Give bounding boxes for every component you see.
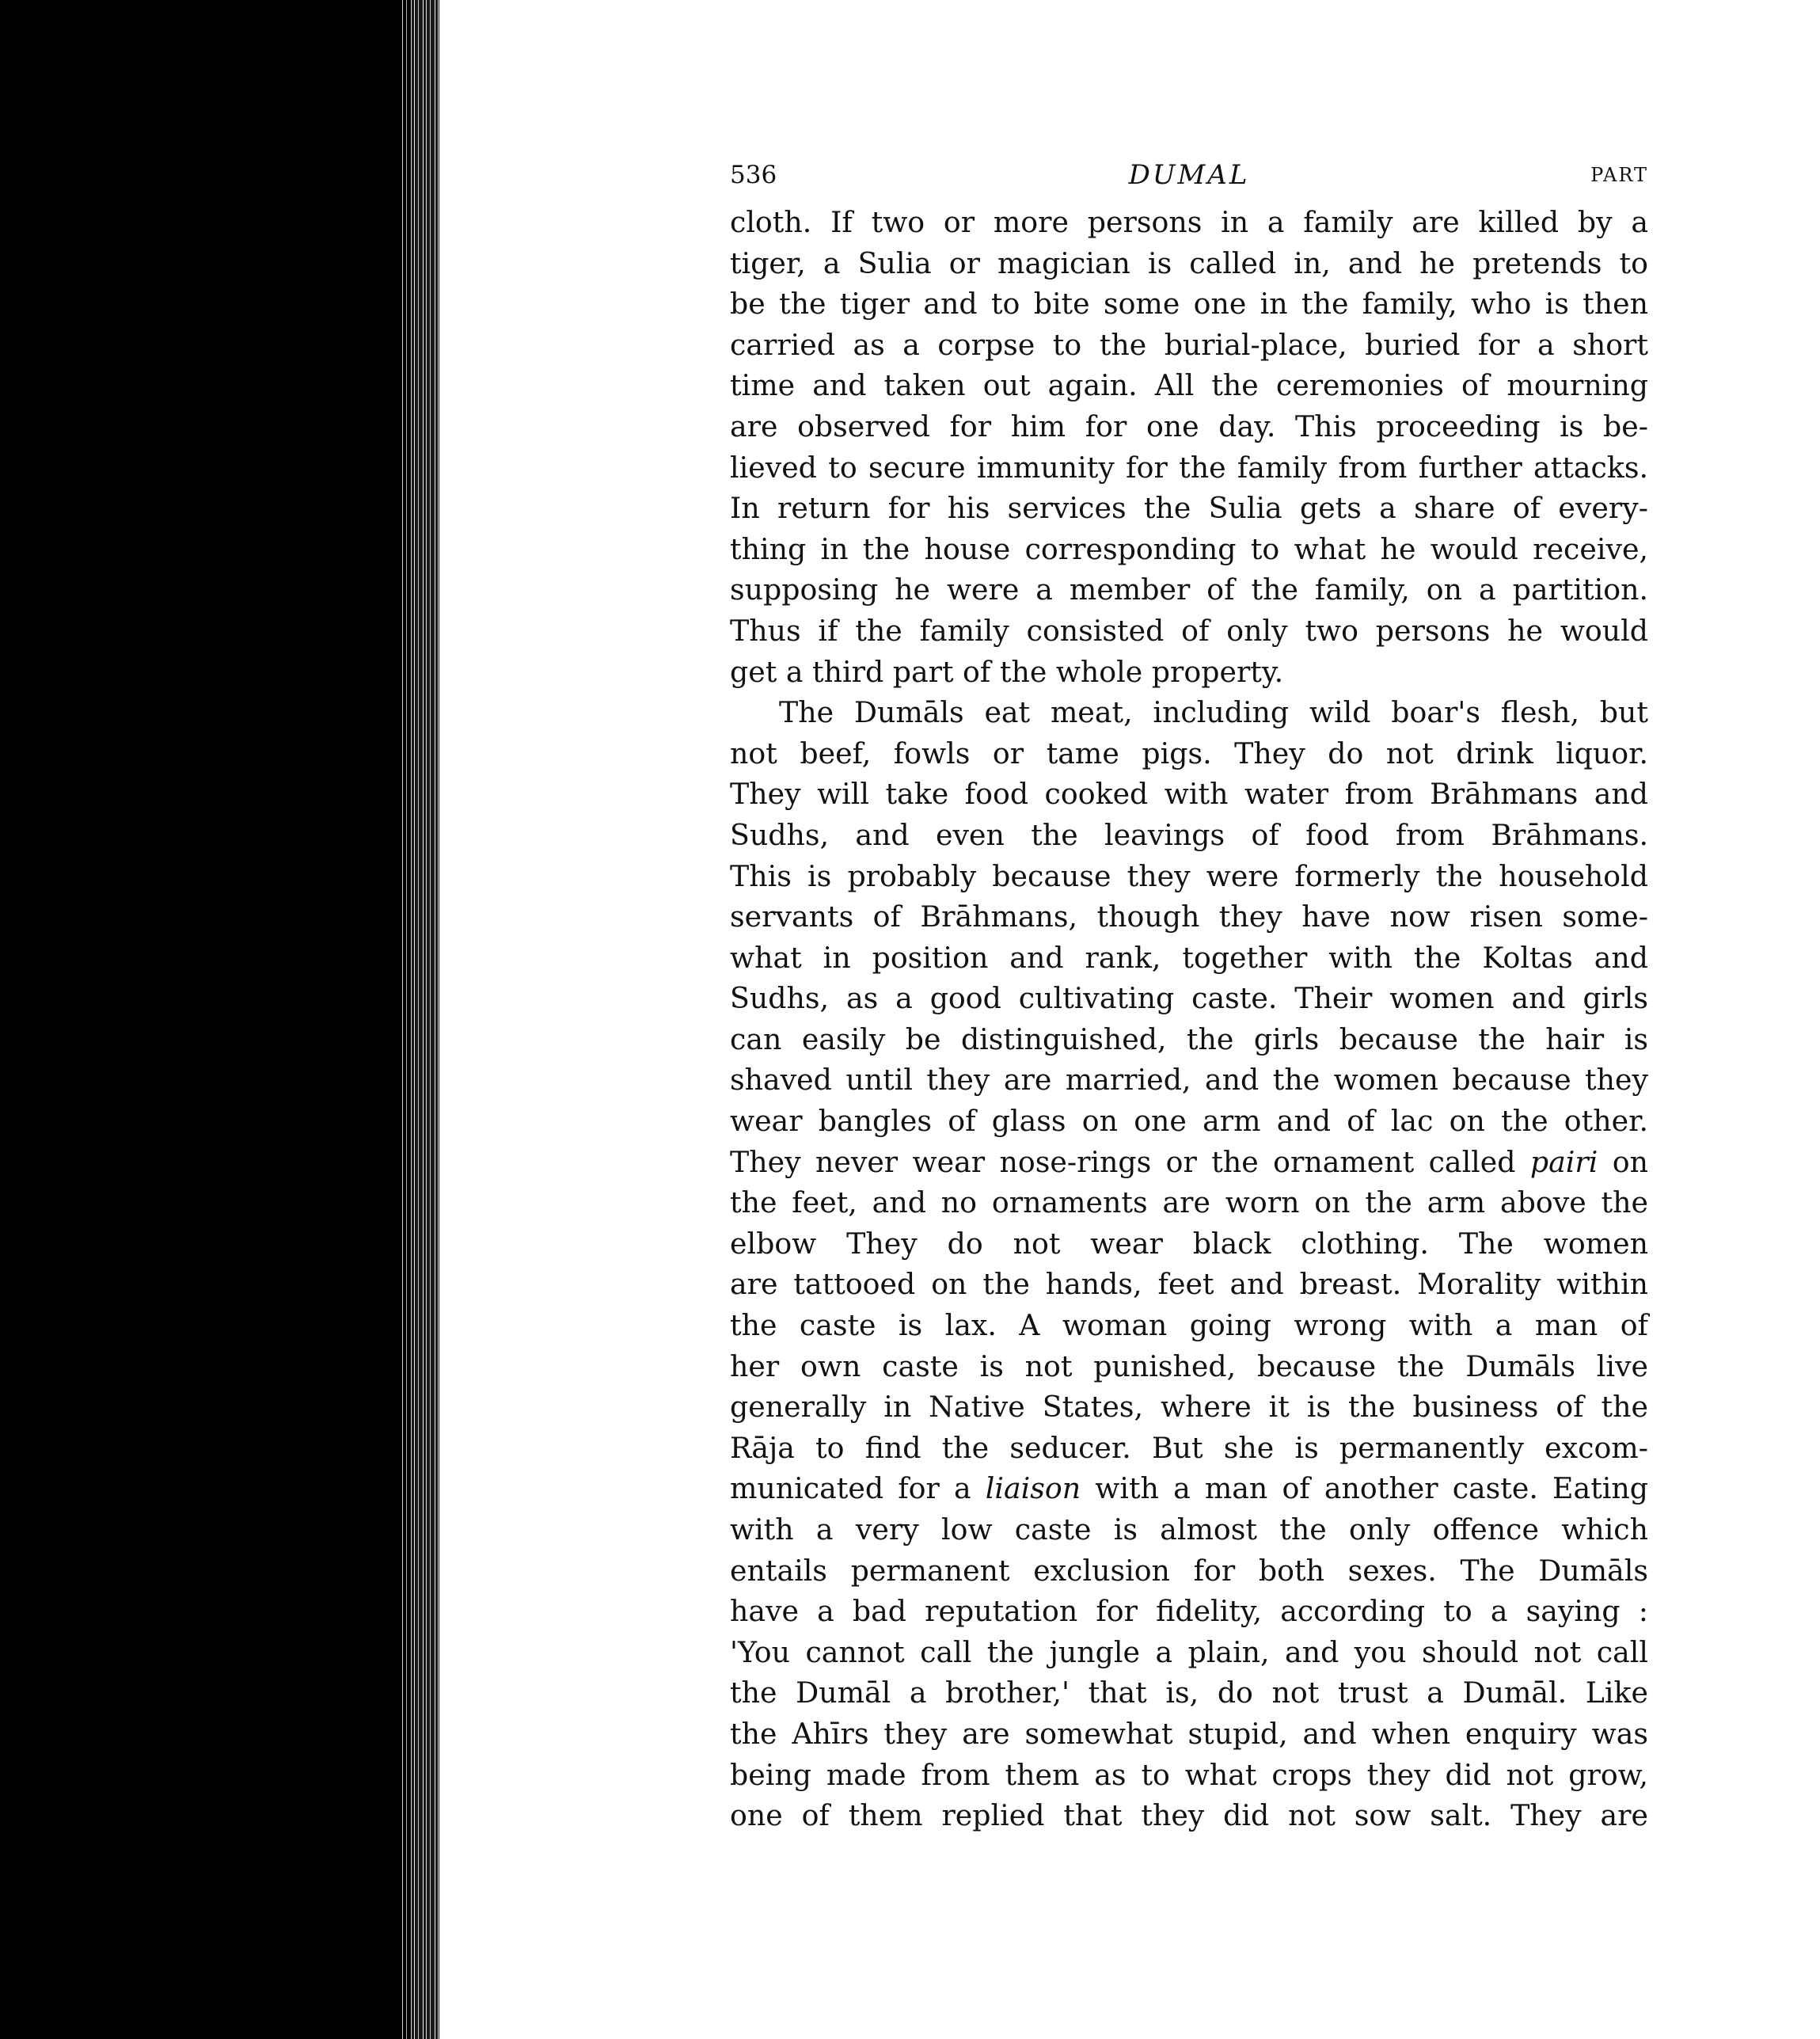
- text-line: [730, 1142, 1648, 1183]
- text-line: what in position and rank, together with the Koltas and: [730, 940, 1648, 975]
- text-line: the caste is lax. A woman going wrong with a man of: [730, 1308, 1648, 1343]
- text-line: being made from them as to what crops they did not grow,: [730, 1757, 1648, 1792]
- text-line: generally in Native States, where it is the business of the: [730, 1390, 1648, 1425]
- text-line: This is probably because they were formerly the household: [730, 858, 1648, 893]
- text-line: lieved to secure immunity for the family from further attacks.: [730, 450, 1648, 485]
- text-line: the Dumāl a brother,' that is, do not trust a Dumāl. Like: [730, 1676, 1648, 1710]
- text-line: not beef, fowls or tame pigs. They do not drink liquor.: [730, 736, 1648, 770]
- text-line: wear bangles of glass on one arm and of lac on the other.: [730, 1104, 1648, 1139]
- text-line: with a very low caste is almost the only offence which: [730, 1512, 1648, 1546]
- text-line: [730, 1468, 1648, 1509]
- text-line: are tattooed on the hands, feet and breast. Morality within: [730, 1267, 1648, 1302]
- text-line: get a third part of the whole property.: [730, 654, 1284, 689]
- text-line: are observed for him for one day. This proceeding is be-: [730, 409, 1648, 443]
- text-line: Rāja to find the seducer. But she is permanently excom-: [730, 1430, 1648, 1465]
- italic-term: pairi: [1529, 1144, 1598, 1179]
- running-title: DUMAL: [1128, 159, 1250, 191]
- text-segment: They never wear nose-rings or the ornament called: [730, 1144, 1530, 1179]
- text-line: entails permanent exclusion for both sexes. The Dumāls: [730, 1553, 1648, 1588]
- text-line: have a bad reputation for fidelity, according to a saying :: [730, 1594, 1648, 1629]
- text-line: one of them replied that they did not sow salt. They are: [730, 1798, 1648, 1833]
- running-head: [730, 154, 1648, 202]
- body-text: [730, 202, 1648, 1836]
- text-line: 'You cannot call the jungle a plain, and you should not call: [730, 1634, 1648, 1669]
- text-segment: with a man of another caste. Eating: [1081, 1471, 1648, 1506]
- text-line: be the tiger and to bite some one in the family, who is then: [730, 287, 1648, 321]
- part-label: PART: [1590, 164, 1648, 186]
- text-line: Sudhs, and even the leavings of food from Brāhmans.: [730, 817, 1648, 852]
- text-line: can easily be distinguished, the girls because the hair is: [730, 1021, 1648, 1056]
- text-line: servants of Brāhmans, though they have now risen some-: [730, 900, 1648, 934]
- text-line: In return for his services the Sulia gets a share of every-: [730, 491, 1648, 526]
- text-line: elbow They do not wear black clothing. The women: [730, 1226, 1648, 1261]
- text-line: carried as a corpse to the burial-place, buried for a short: [730, 327, 1648, 362]
- italic-term: liaison: [985, 1471, 1081, 1506]
- text-line: thing in the house corresponding to what he would receive,: [730, 531, 1648, 566]
- text-line: shaved until they are married, and the women because they: [730, 1063, 1648, 1097]
- book-binding-shadow: [0, 0, 412, 2039]
- text-segment: on: [1598, 1144, 1648, 1179]
- text-line: Sudhs, as a good cultivating caste. Their women and girls: [730, 981, 1648, 1016]
- text-line: her own caste is not punished, because the Dumāls live: [730, 1349, 1648, 1383]
- text-line: cloth. If two or more persons in a family are killed by a: [730, 205, 1648, 239]
- text-line: tiger, a Sulia or magician is called in, and he pretends to: [730, 245, 1648, 280]
- book-page-edges: [400, 0, 439, 2039]
- text-line: They will take food cooked with water from Brāhmans and: [730, 777, 1648, 812]
- text-line: the feet, and no ornaments are worn on the arm above the: [730, 1185, 1648, 1220]
- book-page: [730, 154, 1648, 1836]
- text-line: Thus if the family consisted of only two persons he would: [730, 613, 1648, 648]
- text-segment: municated for a: [730, 1471, 986, 1506]
- text-line: the Ahīrs they are somewhat stupid, and when enquiry was: [730, 1716, 1648, 1751]
- page-number: 536: [730, 161, 777, 189]
- text-line: time and taken out again. All the ceremonies of mourning: [730, 368, 1648, 403]
- text-line: supposing he were a member of the family, on a partition.: [730, 573, 1648, 607]
- text-line: The Dumāls eat meat, including wild boar's flesh, but: [779, 695, 1648, 730]
